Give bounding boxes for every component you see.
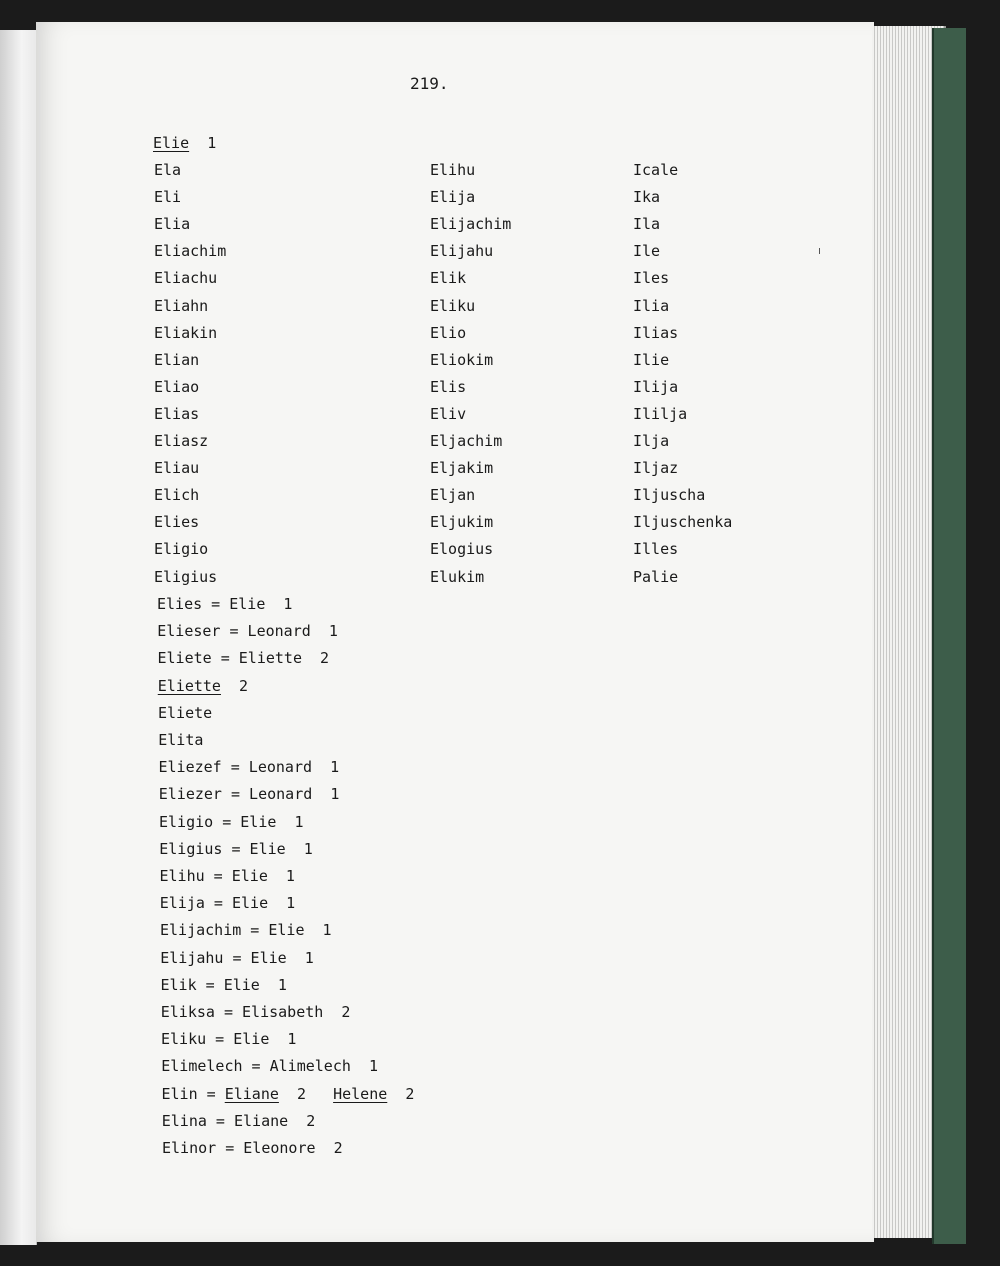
- cross-reference-entry: [162, 1084, 415, 1104]
- name-entry: Elihu: [430, 161, 476, 179]
- name-entry: Illes: [633, 540, 679, 559]
- name-entry: Eliku: [430, 296, 476, 315]
- name-entry: Elijachim: [430, 215, 512, 234]
- cross-reference-entry: Elijahu = Elie 1: [160, 948, 314, 967]
- name-entry: Ile: [633, 242, 661, 261]
- name-entry: Eljukim: [430, 513, 494, 532]
- name-entry: Elik: [430, 269, 467, 288]
- name-entry: Eliv: [430, 404, 467, 423]
- header-count: 1: [207, 134, 217, 152]
- name-entry: Eliasz: [154, 432, 209, 450]
- entry-text: Elin =: [161, 1084, 225, 1103]
- cross-reference-entry: Elija = Elie 1: [159, 894, 296, 913]
- name-entry: Elies: [154, 513, 200, 532]
- name-entry: Elia: [154, 215, 191, 234]
- cross-reference-entry: Eliezef = Leonard 1: [158, 758, 340, 777]
- name-entry: Elian: [154, 350, 200, 369]
- cross-reference-entry: Eliku = Elie 1: [161, 1030, 297, 1049]
- name-entry: Elukim: [430, 567, 485, 586]
- cross-reference-entry: Elijachim = Elie 1: [160, 921, 332, 940]
- name-entry: Elias: [154, 404, 200, 423]
- name-entry: Eljakim: [430, 459, 494, 478]
- name-entry: Iljaz: [633, 459, 679, 478]
- name-entry: Eligius: [154, 567, 218, 586]
- name-entry: Iljuscha: [633, 486, 706, 505]
- name-entry: Ililja: [633, 404, 688, 423]
- name-entry: Ilias: [633, 323, 679, 342]
- cross-reference-entry: Elina = Eliane 2: [161, 1111, 316, 1130]
- entry-count: 2: [220, 676, 249, 695]
- name-entry: Ilia: [633, 296, 670, 315]
- cross-reference-entry: Eliete: [158, 703, 213, 722]
- name-entry: Elijahu: [430, 242, 494, 261]
- name-entry: Ilja: [633, 432, 670, 450]
- cross-reference-entry: Elihu = Elie 1: [159, 867, 295, 885]
- cross-reference-entry: Eliksa = Elisabeth 2: [160, 1003, 351, 1021]
- cross-reference-entry: Elita: [158, 731, 204, 749]
- entry-text: 2: [387, 1084, 415, 1103]
- name-entry: Eliau: [154, 459, 200, 478]
- name-entry: Elich: [154, 486, 200, 505]
- name-entry: Elis: [430, 377, 467, 396]
- header-name: Elie: [153, 134, 190, 152]
- name-entry: Eliachim: [154, 242, 227, 261]
- name-entry: Eliao: [154, 377, 200, 396]
- name-entry: Elogius: [430, 540, 494, 559]
- name-entry: Eliakin: [154, 323, 218, 342]
- cross-reference-entry: [158, 676, 248, 696]
- name-entry: Eliahn: [154, 296, 209, 315]
- cross-reference-entry: Eligius = Elie 1: [159, 839, 313, 858]
- cross-reference-entry: Eliete = Eliette 2: [157, 649, 330, 668]
- entry-text: 2: [278, 1084, 334, 1103]
- name-entry: Palie: [633, 567, 679, 586]
- name-entry: Icale: [633, 161, 679, 179]
- cross-reference-entry: Elimelech = Alimelech 1: [161, 1057, 378, 1076]
- name-entry: Ika: [633, 188, 661, 207]
- cross-reference-entry: Eliezer = Leonard 1: [158, 785, 340, 804]
- entry-head-name: Eliette: [157, 676, 221, 695]
- name-entry: Ilija: [633, 377, 679, 396]
- entry-target-name: Eliane: [224, 1084, 279, 1103]
- cross-reference-entry: Elik = Elie 1: [160, 975, 287, 994]
- name-entry: Eli: [154, 188, 182, 207]
- cross-reference-entry: Eligio = Elie 1: [159, 812, 304, 831]
- name-entry: Eligio: [154, 540, 209, 559]
- name-entry: Eliachu: [154, 269, 218, 288]
- entry-target-name: Helene: [333, 1084, 388, 1103]
- cross-reference-entry: Elieser = Leonard 1: [157, 622, 338, 641]
- cross-reference-entry: Elies = Elie 1: [157, 595, 293, 613]
- section-header: [153, 134, 216, 152]
- margin-mark: [819, 248, 820, 254]
- name-entry: Ilie: [633, 350, 670, 369]
- name-entry: Ela: [154, 161, 182, 179]
- name-entry: Iljuschenka: [633, 513, 733, 532]
- name-entry: Eliokim: [430, 350, 494, 369]
- cross-reference-entry: Elinor = Eleonore 2: [162, 1139, 343, 1157]
- name-entry: Ila: [633, 215, 661, 234]
- name-entry: Elio: [430, 323, 467, 342]
- name-entry: Iles: [633, 269, 670, 288]
- name-entry: Elija: [430, 188, 476, 207]
- page-number: 219.: [410, 74, 449, 93]
- name-entry: Eljan: [430, 486, 476, 505]
- name-entry: Eljachim: [430, 432, 503, 450]
